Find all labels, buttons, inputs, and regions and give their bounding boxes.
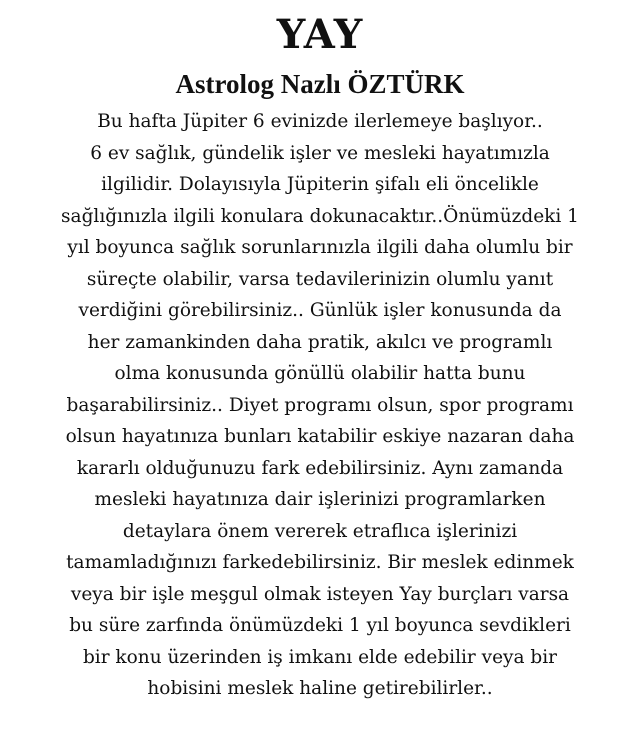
text-line: verdiğini görebilirsiniz.. Günlük işler konusunda da [78,300,562,321]
text-line: olma konusunda gönüllü olabilir hatta bunu [114,363,526,384]
text-line: bu süre zarfında önümüzdeki 1 yıl boyunca sevdikleri [69,615,571,636]
text-line: süreçte olabilir, varsa tedavilerinizin olumlu yanıt [86,268,554,290]
text-line: kararlı olduğunuzu fark edebilirsiniz. Aynı zamanda [76,457,564,479]
page-title: YAY [276,11,364,58]
text-line: tamamladığınızı farkedebilirsiniz. Bir meslek edinmek [66,552,574,573]
text-line: hobisini meslek haline getirebilirler.. [147,678,493,699]
text-line: bir konu üzerinden iş imkanı elde edebilir veya bir [82,646,558,668]
text-line: detaylara önem vererek etraflıca işlerinizi [122,520,518,542]
text-line: başarabilirsiniz.. Diyet programı olsun, spor programı [66,394,574,416]
text-line: mesleki hayatınıza dair işlerinizi programlarken [94,489,546,510]
text-line: her zamankinden daha pratik, akılcı ve programlı [87,331,553,353]
text-line: yıl boyunca sağlık sorunlarınızla ilgili daha olumlu bir [67,237,573,258]
text-line: sağlığınızla ilgili konulara dokunacaktır..Önümüzdeki 1 [61,205,579,227]
text-line: veya bir işle meşgul olmak isteyen Yay burçları varsa [70,583,570,605]
text-line: olsun hayatınıza bunları katabilir eskiye nazaran daha [65,426,575,447]
text-line: ilgilidir. Dolayısıyla Jüpiterin şifalı eli öncelikle [101,174,539,195]
horoscope-text [20,106,620,705]
author-name: Astrolog Nazlı ÖZTÜRK [175,69,465,99]
text-line: 6 ev sağlık, gündelik işler ve mesleki hayatımızla [90,142,550,164]
text-line: Bu hafta Jüpiter 6 evinizde ilerlemeye başlıyor.. [97,111,543,132]
